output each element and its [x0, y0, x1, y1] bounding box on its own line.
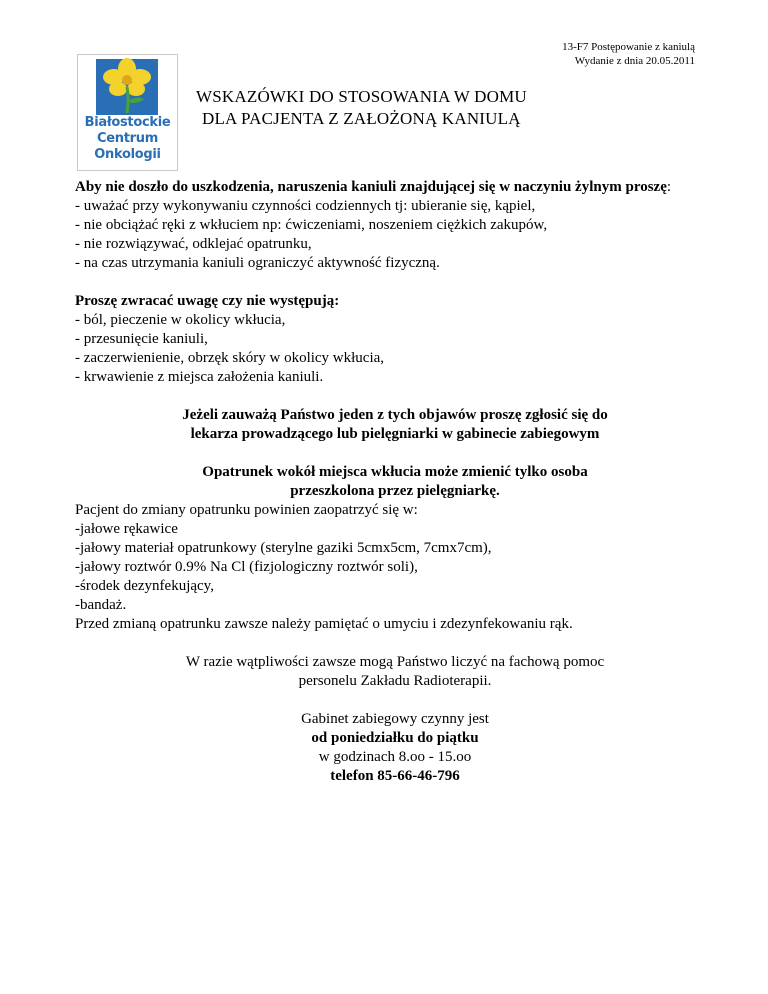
logo-line-1: Białostockie — [84, 115, 171, 130]
section1-lead-bold: Aby nie doszło do uszkodzenia, naruszenia kaniuli znajdującej się w naczyniu żylnym proszę — [75, 179, 667, 195]
hours-line-1: Gabinet zabiegowy czynny jest — [301, 711, 489, 727]
help-line-1: W razie wątpliwości zawsze mogą Państwo liczyć na fachową pomoc — [185, 654, 605, 670]
list-item: - przesunięcie kaniuli, — [75, 331, 208, 347]
document-code: 13-F7 Postępowanie z kaniulą — [562, 41, 695, 53]
flower-logo-icon — [78, 55, 177, 115]
dressing-heading-1: Opatrunek wokół miejsca wkłucia może zmienić tylko osoba — [202, 464, 588, 480]
list-item: -jałowy materiał opatrunkowy (sterylne gaziki 5cmx5cm, 7cmx7cm), — [75, 540, 492, 556]
list-item: - na czas utrzymania kaniuli ograniczyć aktywność fizyczną. — [75, 255, 440, 271]
title-line-2: DLA PACJENTA Z ZAŁOŻONĄ KANIULĄ — [202, 109, 521, 128]
phone-number: telefon 85-66-46-796 — [330, 768, 460, 784]
list-item: - zaczerwienienie, obrzęk skóry w okolicy wkłucia, — [75, 350, 385, 366]
list-item: -środek dezynfekujący, — [75, 578, 214, 594]
logo-line-3: Onkologii — [94, 147, 161, 162]
edition-date: Wydanie z dnia 20.05.2011 — [574, 55, 695, 67]
list-item: -jałowy roztwór 0.9% Na Cl (fizjologiczny roztwór soli), — [75, 559, 418, 575]
list-item: - ból, pieczenie w okolicy wkłucia, — [75, 312, 286, 328]
list-item: - nie obciążać ręki z wkłuciem np: ćwiczeniami, noszeniem ciężkich zakupów, — [75, 217, 548, 233]
section2-lead: Proszę zwracać uwagę czy nie występują: — [75, 293, 340, 309]
dressing-heading-2: przeszkolona przez pielęgniarkę. — [290, 483, 500, 499]
section1-lead-colon: : — [666, 179, 672, 195]
notice-line-2: lekarza prowadzącego lub pielęgniarki w gabinecie zabiegowym — [190, 426, 600, 442]
title-line-1: WSKAZÓWKI DO STOSOWANIA W DOMU — [196, 87, 527, 106]
list-item: -bandaż. — [75, 597, 127, 613]
list-item: - krwawienie z miejsca założenia kaniuli. — [75, 369, 324, 385]
logo-text — [78, 115, 177, 163]
list-item: -jałowe rękawice — [75, 521, 178, 537]
section1-lead — [75, 178, 715, 197]
notice-line-1: Jeżeli zauważą Państwo jeden z tych objawów proszę zgłosić się do — [182, 407, 608, 423]
logo — [77, 54, 178, 171]
dressing-intro: Pacjent do zmiany opatrunku powinien zaopatrzyć się w: — [75, 502, 418, 518]
hours-days: od poniedziałku do piątku — [311, 730, 479, 746]
hours-time: w godzinach 8.oo - 15.oo — [318, 749, 472, 765]
list-item: - uważać przy wykonywaniu czynności codziennych tj: ubieranie się, kąpiel, — [75, 198, 536, 214]
document-body — [75, 178, 715, 786]
help-line-2: personelu Zakładu Radioterapii. — [298, 673, 492, 689]
dressing-closing: Przed zmianą opatrunku zawsze należy pamiętać o umyciu i zdezynfekowaniu rąk. — [75, 616, 573, 632]
page-title — [196, 86, 527, 130]
document-header — [562, 40, 695, 68]
logo-line-2: Centrum — [97, 131, 158, 146]
list-item: - nie rozwiązywać, odklejać opatrunku, — [75, 236, 312, 252]
